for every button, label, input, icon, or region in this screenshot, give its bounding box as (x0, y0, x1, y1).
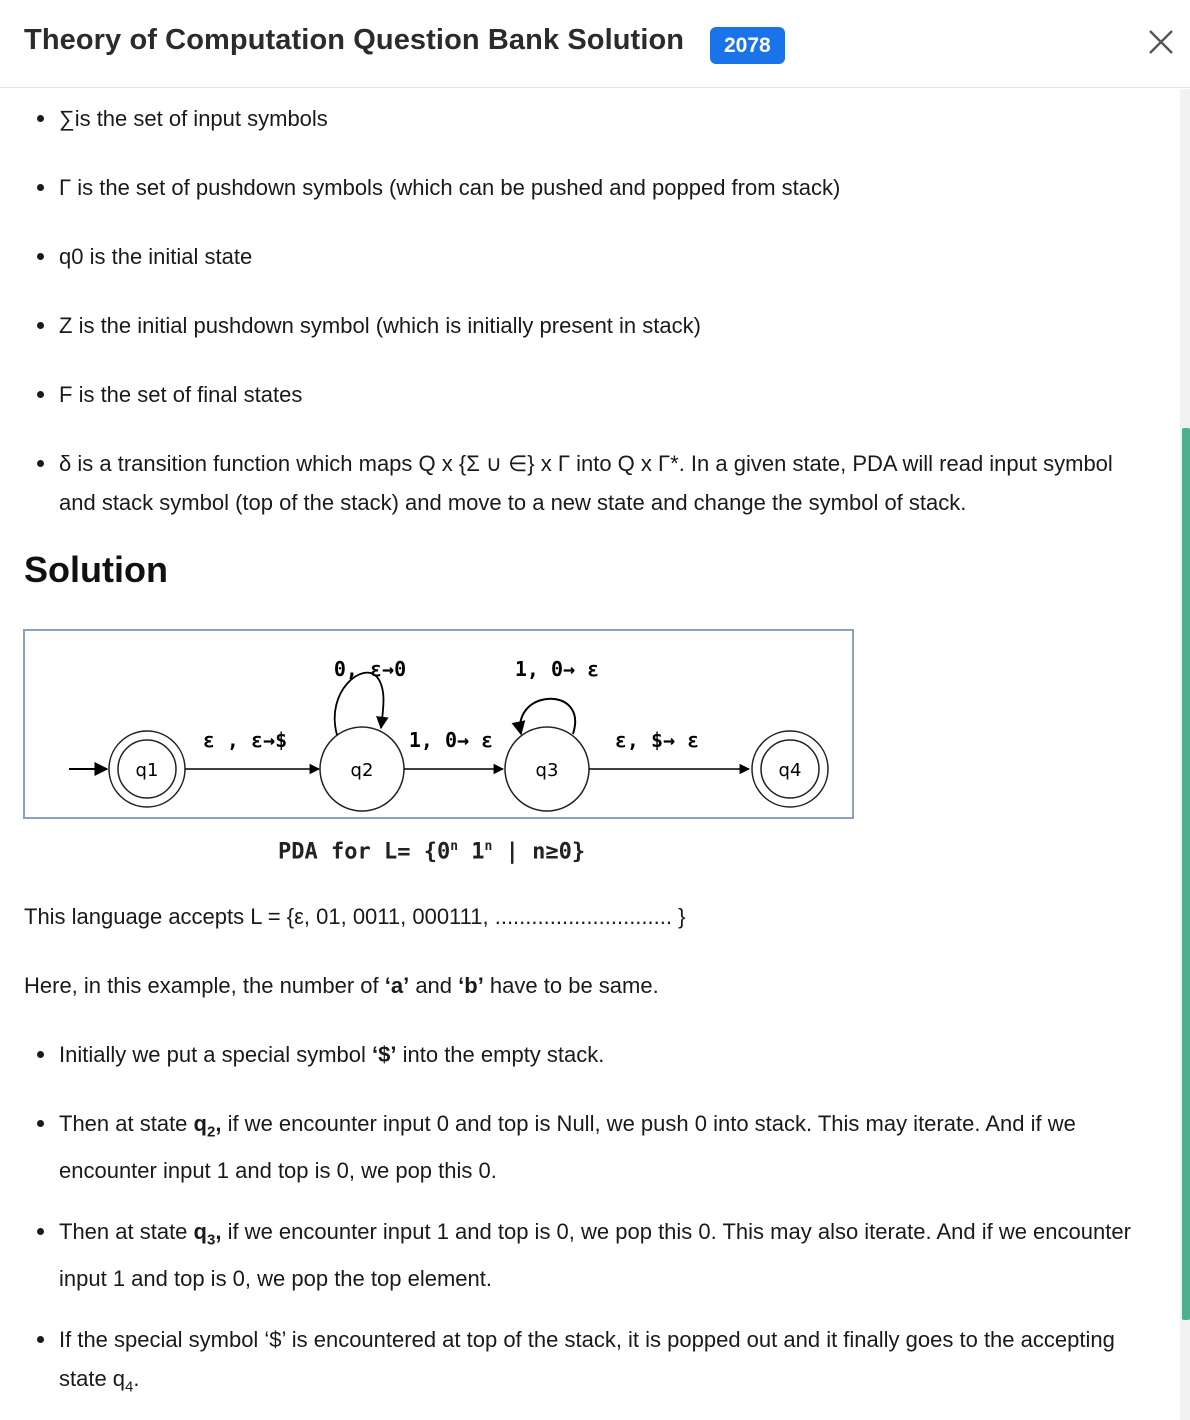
state-q4 (752, 731, 828, 807)
list-item: Z is the initial pushdown symbol (which is initially present in stack) (59, 306, 1149, 345)
state-q3 (505, 727, 589, 811)
scrollbar-thumb[interactable] (1182, 428, 1190, 1320)
state-q2 (320, 727, 404, 811)
list-item: Then at state $q_3$, if we encounter input 1 and top is 0, we pop this 0. This may also iterate. And if we encounter input 1 and top is 0, we pop the top element. (59, 1212, 1149, 1298)
transition-label: 0, ε→0 (333, 657, 407, 681)
list-item: If the special symbol ‘$’ is encountered at top of the stack, it is popped out and it finally goes to the accepting state $q_4$. (59, 1320, 1149, 1406)
transition-label: 1, 0→ ε (408, 728, 494, 752)
same-count-text: Here, in this example, the number of ‘a’ and ‘b’ have to be same. (24, 973, 659, 998)
diagram-caption: PDA for $L= \{0^n$ 1$^n$ | n≥0} (278, 839, 586, 865)
list-item: ∑is the set of input symbols (59, 99, 1149, 138)
pda-state-diagram (25, 631, 852, 817)
pda-diagram (23, 629, 854, 819)
list-item: δ is a transition function which maps Q x {Σ ∪ ∈} x Γ into Q x Γ*. In a given state, PDA will read input symbol and stack symbol (top of the stack) and move to a new state and change the symbol of stack. (59, 444, 1149, 522)
list-item: Then at state $q_2$, if we encounter input 0 and top is Null, we push 0 into stack. This may iterate. And if we encounter input 1 and top is 0, we pop this 0. (59, 1104, 1149, 1190)
state-label: q1 (135, 760, 159, 781)
modal-header (0, 0, 1190, 88)
transition-label: 1, 0→ ε (514, 657, 600, 681)
close-button[interactable] (1141, 24, 1181, 64)
state-label: q4 (778, 760, 802, 781)
state-label: q3 (535, 760, 559, 781)
state-q1 (109, 731, 185, 807)
close-icon (1141, 24, 1181, 64)
content-area (0, 89, 1180, 1420)
list-item: F is the set of final states (59, 375, 1149, 414)
self-loop-arrow (520, 699, 575, 734)
accepts-text: This language accepts L = {ε, 01, 0011, 000111, ............................. } (24, 904, 686, 929)
list-item: q0 is the initial state (59, 237, 1149, 276)
transition-label: ε , ε→$ (202, 728, 288, 752)
transition-label: ε, $→ ε (614, 728, 700, 752)
state-label: q2 (350, 760, 374, 781)
self-loop-arrow (335, 673, 384, 735)
year-badge: 2078 (710, 27, 785, 64)
list-item: Initially we put a special symbol ‘$’ into the empty stack. (59, 1035, 1149, 1074)
solution-heading: Solution (24, 549, 168, 590)
page-title: Theory of Computation Question Bank Solution (24, 24, 685, 56)
list-item: Γ is the set of pushdown symbols (which can be pushed and popped from stack) (59, 168, 1149, 207)
